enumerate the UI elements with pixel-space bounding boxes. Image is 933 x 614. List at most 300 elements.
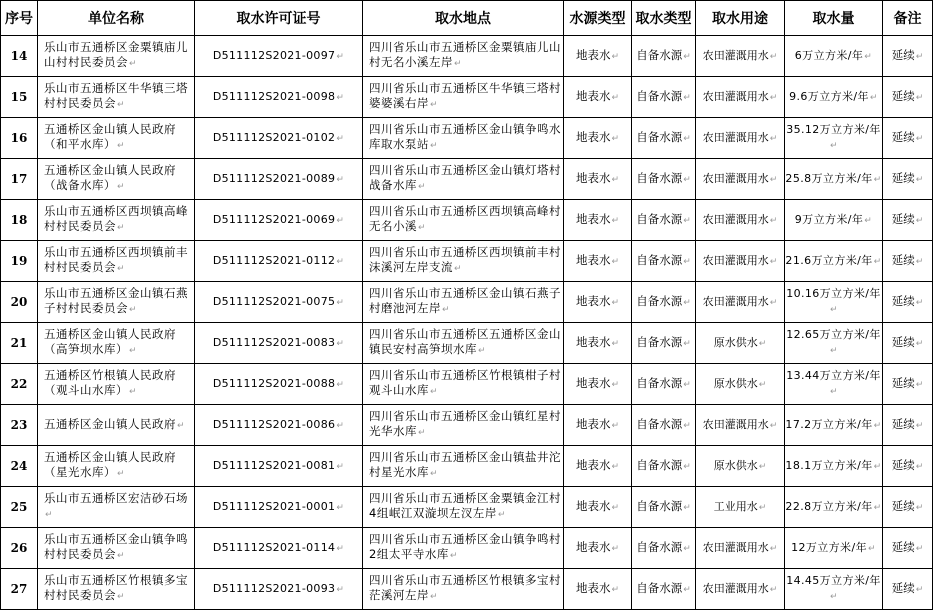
- return-mark-icon: ↵: [915, 502, 924, 513]
- return-mark-icon: ↵: [418, 428, 427, 438]
- unit-name-cell: [38, 241, 195, 282]
- location-cell: [363, 528, 564, 569]
- location-cell: [363, 159, 564, 200]
- usage-cell-text: 农田灌溉用水: [702, 171, 769, 185]
- amount-cell: [785, 159, 883, 200]
- return-mark-icon: ↵: [611, 297, 620, 308]
- amount-cell: [785, 569, 883, 610]
- return-mark-icon: ↵: [683, 133, 691, 144]
- unit-name-cell: [38, 487, 195, 528]
- unit-name-cell: [38, 159, 195, 200]
- permit-number-cell: [195, 569, 363, 610]
- permit-number-cell-text: D511112S2021-0001: [212, 499, 336, 513]
- note-cell-text: 延续: [891, 334, 915, 349]
- usage-cell-text: 农田灌溉用水: [702, 48, 769, 62]
- return-mark-icon: ↵: [117, 182, 126, 192]
- return-mark-icon: ↵: [611, 51, 620, 62]
- permit-number-cell: [195, 487, 363, 528]
- source-type-cell: [564, 159, 632, 200]
- unit-name-cell-text: 乐山市五通桥区金山镇石燕子村村民委员会: [44, 286, 188, 315]
- permit-number-cell-text: D511112S2021-0098: [212, 89, 336, 103]
- note-cell-text: 延续: [891, 539, 915, 554]
- return-mark-icon: ↵: [873, 174, 882, 185]
- return-mark-icon: ↵: [915, 461, 924, 472]
- return-mark-icon: ↵: [683, 543, 691, 554]
- source-type-cell: [564, 364, 632, 405]
- return-mark-icon: ↵: [177, 420, 186, 431]
- amount-cell: [785, 36, 883, 77]
- note-cell-text: 延续: [891, 252, 915, 267]
- source-type-cell-text: 地表水: [575, 211, 611, 226]
- return-mark-icon: ↵: [117, 223, 126, 233]
- unit-name-cell: [38, 528, 195, 569]
- return-mark-icon: ↵: [430, 141, 439, 151]
- row-number: [1, 487, 38, 528]
- unit-name-cell-text: 五通桥区金山镇人民政府（战备水库）: [44, 163, 176, 192]
- return-mark-icon: ↵: [336, 256, 345, 267]
- return-mark-icon: ↵: [129, 59, 138, 69]
- row-number-text: 21: [10, 335, 28, 350]
- row-number: [1, 282, 38, 323]
- row-number: [1, 323, 38, 364]
- source-type-cell: [564, 569, 632, 610]
- permit-number-cell: [195, 241, 363, 282]
- return-mark-icon: ↵: [830, 305, 838, 315]
- amount-cell: [785, 241, 883, 282]
- intake-type-cell: [632, 323, 696, 364]
- unit-name-cell-text: 五通桥区金山镇人民政府（星光水库）: [44, 450, 176, 479]
- unit-name-cell: [38, 200, 195, 241]
- row-number-text: 17: [10, 171, 28, 186]
- return-mark-icon: ↵: [683, 92, 691, 103]
- return-mark-icon: ↵: [611, 174, 620, 185]
- usage-cell: [696, 364, 785, 405]
- location-cell-text: 四川省乐山市五通桥区金山镇灯塔村战备水库: [369, 163, 561, 192]
- intake-type-cell-text: 自备水源: [636, 170, 683, 185]
- note-cell-text: 延续: [891, 375, 915, 390]
- note-cell: [883, 569, 933, 610]
- permit-number-cell: [195, 77, 363, 118]
- source-type-cell-text: 地表水: [575, 375, 611, 390]
- location-cell: [363, 36, 564, 77]
- return-mark-icon: ↵: [611, 584, 620, 595]
- usage-cell-text: 农田灌溉用水: [702, 294, 769, 308]
- amount-cell-text: 14.45万立方米/年: [786, 574, 881, 587]
- intake-type-cell: [632, 36, 696, 77]
- return-mark-icon: ↵: [430, 469, 439, 479]
- source-type-cell-text: 地表水: [575, 129, 611, 144]
- amount-cell-text: 18.1万立方米/年: [785, 458, 873, 472]
- amount-cell-text: 9.6万立方米/年: [789, 89, 869, 103]
- return-mark-icon: ↵: [336, 297, 345, 308]
- table-row: [1, 323, 933, 364]
- return-mark-icon: ↵: [683, 51, 691, 62]
- source-type-cell-text: 地表水: [575, 498, 611, 513]
- permit-number-cell-text: D511112S2021-0083: [212, 335, 336, 349]
- note-cell-text: 延续: [891, 293, 915, 308]
- permit-number-cell: [195, 446, 363, 487]
- return-mark-icon: ↵: [129, 387, 138, 397]
- unit-name-cell: [38, 77, 195, 118]
- usage-cell-text: 农田灌溉用水: [702, 89, 769, 103]
- return-mark-icon: ↵: [758, 338, 767, 349]
- permit-number-cell: [195, 118, 363, 159]
- intake-type-cell: [632, 528, 696, 569]
- amount-cell: [785, 528, 883, 569]
- amount-cell-text: 13.44万立方米/年: [786, 369, 881, 382]
- permit-number-cell: [195, 405, 363, 446]
- note-cell: [883, 364, 933, 405]
- unit-name-cell: [38, 405, 195, 446]
- return-mark-icon: ↵: [117, 264, 126, 274]
- row-number: [1, 36, 38, 77]
- return-mark-icon: ↵: [683, 379, 691, 390]
- permit-number-cell-text: D511112S2021-0089: [212, 171, 336, 185]
- unit-name-cell: [38, 323, 195, 364]
- return-mark-icon: ↵: [758, 379, 767, 390]
- unit-name-cell-text: 乐山市五通桥区宏洁砂石场: [44, 491, 188, 505]
- amount-cell-text: 6万立方米/年: [794, 48, 864, 62]
- return-mark-icon: ↵: [915, 256, 924, 267]
- header-permit: 取水许可证号: [195, 1, 363, 36]
- permit-number-cell: [195, 364, 363, 405]
- unit-name-cell-text: 五通桥区竹根镇人民政府（观斗山水库）: [44, 368, 176, 397]
- header-amount: 取水量: [785, 1, 883, 36]
- table-row: [1, 282, 933, 323]
- intake-type-cell-text: 自备水源: [636, 211, 683, 226]
- table-row: [1, 364, 933, 405]
- permit-number-cell-text: D511112S2021-0114: [212, 540, 336, 554]
- return-mark-icon: ↵: [864, 51, 873, 62]
- return-mark-icon: ↵: [117, 551, 126, 561]
- row-number-text: 20: [10, 294, 28, 309]
- source-type-cell-text: 地表水: [575, 88, 611, 103]
- return-mark-icon: ↵: [611, 461, 620, 472]
- unit-name-cell-text: 乐山市五通桥区西坝镇前丰村村民委员会: [44, 245, 188, 274]
- permit-number-cell-text: D511112S2021-0102: [212, 130, 336, 144]
- amount-cell: [785, 200, 883, 241]
- return-mark-icon: ↵: [915, 92, 924, 103]
- note-cell: [883, 200, 933, 241]
- return-mark-icon: ↵: [873, 461, 882, 472]
- note-cell: [883, 446, 933, 487]
- return-mark-icon: ↵: [769, 256, 778, 267]
- return-mark-icon: ↵: [336, 502, 345, 513]
- unit-name-cell-text: 五通桥区金山镇人民政府: [44, 416, 176, 431]
- amount-cell: [785, 323, 883, 364]
- return-mark-icon: ↵: [683, 461, 691, 472]
- note-cell-text: 延续: [891, 457, 915, 472]
- location-cell: [363, 364, 564, 405]
- intake-type-cell-text: 自备水源: [636, 498, 683, 513]
- usage-cell: [696, 77, 785, 118]
- table-row: [1, 241, 933, 282]
- source-type-cell-text: 地表水: [575, 457, 611, 472]
- usage-cell: [696, 446, 785, 487]
- unit-name-cell-text: 乐山市五通桥区金粟镇庙儿山村村民委员会: [44, 40, 188, 69]
- return-mark-icon: ↵: [449, 551, 458, 561]
- source-type-cell-text: 地表水: [575, 416, 611, 431]
- return-mark-icon: ↵: [442, 305, 451, 315]
- location-cell-text: 四川省乐山市五通桥区西坝镇高峰村无名小溪: [369, 204, 561, 233]
- intake-type-cell: [632, 118, 696, 159]
- permit-number-cell-text: D511112S2021-0086: [212, 417, 336, 431]
- permit-number-cell: [195, 528, 363, 569]
- usage-cell: [696, 36, 785, 77]
- location-cell: [363, 241, 564, 282]
- note-cell-text: 延续: [891, 170, 915, 185]
- amount-cell-text: 10.16万立方米/年: [786, 287, 881, 300]
- source-type-cell: [564, 487, 632, 528]
- return-mark-icon: ↵: [454, 264, 463, 274]
- source-type-cell: [564, 118, 632, 159]
- location-cell: [363, 200, 564, 241]
- return-mark-icon: ↵: [683, 174, 691, 185]
- usage-cell-text: 农田灌溉用水: [702, 540, 769, 554]
- return-mark-icon: ↵: [611, 420, 620, 431]
- usage-cell: [696, 487, 785, 528]
- unit-name-cell-text: 乐山市五通桥区金山镇争鸣村村民委员会: [44, 532, 188, 561]
- row-number: [1, 405, 38, 446]
- return-mark-icon: ↵: [336, 543, 345, 554]
- return-mark-icon: ↵: [830, 346, 838, 356]
- return-mark-icon: ↵: [117, 100, 126, 110]
- return-mark-icon: ↵: [336, 51, 345, 62]
- permit-number-cell-text: D511112S2021-0093: [212, 581, 336, 595]
- intake-type-cell: [632, 487, 696, 528]
- source-type-cell-text: 地表水: [575, 47, 611, 62]
- intake-type-cell-text: 自备水源: [636, 293, 683, 308]
- location-cell-text: 四川省乐山市五通桥区金粟镇金江村4组岷江双漩坝左汊左岸: [369, 491, 561, 520]
- return-mark-icon: ↵: [430, 592, 439, 602]
- return-mark-icon: ↵: [336, 584, 345, 595]
- location-cell-text: 四川省乐山市五通桥区金山镇盐井沱村星光水库: [369, 450, 561, 479]
- return-mark-icon: ↵: [758, 461, 767, 472]
- return-mark-icon: ↵: [45, 510, 54, 520]
- return-mark-icon: ↵: [758, 502, 767, 513]
- row-number: [1, 200, 38, 241]
- row-number: [1, 569, 38, 610]
- source-type-cell: [564, 77, 632, 118]
- intake-type-cell: [632, 77, 696, 118]
- usage-cell-text: 农田灌溉用水: [702, 130, 769, 144]
- unit-name-cell-text: 五通桥区金山镇人民政府（和平水库）: [44, 122, 176, 151]
- location-cell: [363, 405, 564, 446]
- usage-cell: [696, 528, 785, 569]
- row-number-text: 23: [10, 417, 28, 432]
- location-cell-text: 四川省乐山市五通桥区竹根镇柑子村观斗山水库: [369, 368, 561, 397]
- permit-number-cell-text: D511112S2021-0097: [212, 48, 336, 62]
- return-mark-icon: ↵: [336, 379, 345, 390]
- usage-cell: [696, 200, 785, 241]
- intake-type-cell: [632, 200, 696, 241]
- location-cell: [363, 323, 564, 364]
- header-no: 序号: [1, 1, 38, 36]
- return-mark-icon: ↵: [336, 461, 345, 472]
- return-mark-icon: ↵: [683, 338, 691, 349]
- return-mark-icon: ↵: [915, 215, 924, 226]
- source-type-cell-text: 地表水: [575, 539, 611, 554]
- return-mark-icon: ↵: [873, 502, 882, 513]
- return-mark-icon: ↵: [769, 133, 778, 144]
- return-mark-icon: ↵: [915, 51, 924, 62]
- usage-cell-text: 农田灌溉用水: [702, 212, 769, 226]
- return-mark-icon: ↵: [915, 584, 924, 595]
- intake-type-cell-text: 自备水源: [636, 580, 683, 595]
- source-type-cell-text: 地表水: [575, 580, 611, 595]
- row-number: [1, 241, 38, 282]
- location-cell: [363, 77, 564, 118]
- return-mark-icon: ↵: [769, 215, 778, 226]
- amount-cell-text: 21.6万立方米/年: [785, 253, 873, 267]
- source-type-cell-text: 地表水: [575, 293, 611, 308]
- source-type-cell: [564, 241, 632, 282]
- amount-cell: [785, 118, 883, 159]
- location-cell: [363, 118, 564, 159]
- return-mark-icon: ↵: [430, 387, 439, 397]
- row-number-text: 22: [10, 376, 28, 391]
- amount-cell: [785, 487, 883, 528]
- return-mark-icon: ↵: [915, 379, 924, 390]
- unit-name-cell: [38, 446, 195, 487]
- header-row: [1, 1, 933, 36]
- return-mark-icon: ↵: [336, 174, 345, 185]
- return-mark-icon: ↵: [867, 543, 876, 554]
- intake-type-cell: [632, 446, 696, 487]
- note-cell-text: 延续: [891, 416, 915, 431]
- note-cell-text: 延续: [891, 129, 915, 144]
- return-mark-icon: ↵: [683, 420, 691, 431]
- permit-number-cell-text: D511112S2021-0081: [212, 458, 336, 472]
- usage-cell-text: 农田灌溉用水: [702, 581, 769, 595]
- unit-name-cell: [38, 36, 195, 77]
- unit-name-cell: [38, 364, 195, 405]
- source-type-cell: [564, 405, 632, 446]
- location-cell: [363, 487, 564, 528]
- note-cell: [883, 77, 933, 118]
- unit-name-cell-text: 乐山市五通桥区西坝镇高峰村村民委员会: [44, 204, 188, 233]
- location-cell-text: 四川省乐山市五通桥区金山镇争鸣水库取水泵站: [369, 122, 561, 151]
- permit-number-cell-text: D511112S2021-0088: [212, 376, 336, 390]
- intake-type-cell: [632, 159, 696, 200]
- return-mark-icon: ↵: [117, 469, 126, 479]
- permit-number-cell: [195, 323, 363, 364]
- header-type: 取水类型: [632, 1, 696, 36]
- return-mark-icon: ↵: [117, 141, 126, 151]
- return-mark-icon: ↵: [683, 584, 691, 595]
- row-number: [1, 159, 38, 200]
- usage-cell-text: 农田灌溉用水: [702, 253, 769, 267]
- amount-cell: [785, 446, 883, 487]
- return-mark-icon: ↵: [611, 92, 620, 103]
- header-use: 取水用途: [696, 1, 785, 36]
- amount-cell-text: 35.12万立方米/年: [786, 123, 881, 136]
- source-type-cell-text: 地表水: [575, 252, 611, 267]
- return-mark-icon: ↵: [611, 338, 620, 349]
- intake-type-cell-text: 自备水源: [636, 457, 683, 472]
- row-number-text: 27: [10, 581, 28, 596]
- permit-number-cell: [195, 200, 363, 241]
- return-mark-icon: ↵: [430, 100, 439, 110]
- return-mark-icon: ↵: [336, 338, 345, 349]
- table-row: [1, 405, 933, 446]
- amount-cell: [785, 77, 883, 118]
- permit-number-cell: [195, 159, 363, 200]
- note-cell: [883, 118, 933, 159]
- row-number: [1, 118, 38, 159]
- amount-cell: [785, 405, 883, 446]
- return-mark-icon: ↵: [611, 502, 620, 513]
- amount-cell-text: 17.2万立方米/年: [785, 417, 873, 431]
- location-cell: [363, 569, 564, 610]
- location-cell-text: 四川省乐山市五通桥区金山镇争鸣村2组太平寺水库: [369, 532, 561, 561]
- return-mark-icon: ↵: [611, 256, 620, 267]
- return-mark-icon: ↵: [864, 215, 873, 226]
- header-location: 取水地点: [363, 1, 564, 36]
- amount-cell: [785, 282, 883, 323]
- amount-cell-text: 22.8万立方米/年: [785, 499, 873, 513]
- row-number-text: 14: [10, 48, 28, 63]
- note-cell: [883, 36, 933, 77]
- permit-number-cell-text: D511112S2021-0069: [212, 212, 336, 226]
- location-cell-text: 四川省乐山市五通桥区金粟镇庙儿山村无名小溪左岸: [369, 40, 561, 69]
- note-cell: [883, 241, 933, 282]
- source-type-cell-text: 地表水: [575, 170, 611, 185]
- usage-cell: [696, 159, 785, 200]
- source-type-cell: [564, 282, 632, 323]
- note-cell: [883, 159, 933, 200]
- return-mark-icon: ↵: [336, 420, 345, 431]
- usage-cell: [696, 405, 785, 446]
- row-number-text: 19: [10, 253, 28, 268]
- source-type-cell: [564, 323, 632, 364]
- permit-number-cell: [195, 282, 363, 323]
- amount-cell-text: 25.8万立方米/年: [785, 171, 873, 185]
- amount-cell: [785, 364, 883, 405]
- note-cell: [883, 405, 933, 446]
- row-number: [1, 77, 38, 118]
- amount-cell-text: 12.65万立方米/年: [786, 328, 881, 341]
- return-mark-icon: ↵: [769, 92, 778, 103]
- usage-cell-text: 原水供水: [713, 376, 758, 390]
- return-mark-icon: ↵: [915, 543, 924, 554]
- return-mark-icon: ↵: [611, 215, 620, 226]
- note-cell-text: 延续: [891, 580, 915, 595]
- row-number: [1, 528, 38, 569]
- location-cell: [363, 282, 564, 323]
- usage-cell-text: 农田灌溉用水: [702, 417, 769, 431]
- return-mark-icon: ↵: [418, 223, 427, 233]
- note-cell-text: 延续: [891, 498, 915, 513]
- location-cell: [363, 446, 564, 487]
- intake-type-cell-text: 自备水源: [636, 375, 683, 390]
- return-mark-icon: ↵: [873, 420, 882, 431]
- row-number-text: 15: [10, 89, 28, 104]
- location-cell-text: 四川省乐山市五通桥区竹根镇多宝村茫溪河左岸: [369, 573, 561, 602]
- intake-type-cell-text: 自备水源: [636, 539, 683, 554]
- usage-cell-text: 工业用水: [713, 499, 758, 513]
- intake-type-cell-text: 自备水源: [636, 88, 683, 103]
- usage-cell: [696, 282, 785, 323]
- header-unit: 单位名称: [38, 1, 195, 36]
- location-cell-text: 四川省乐山市五通桥区金山镇石燕子村磨池河左岸: [369, 286, 561, 315]
- return-mark-icon: ↵: [830, 387, 838, 397]
- source-type-cell-text: 地表水: [575, 334, 611, 349]
- usage-cell: [696, 569, 785, 610]
- intake-type-cell-text: 自备水源: [636, 416, 683, 431]
- intake-type-cell-text: 自备水源: [636, 334, 683, 349]
- return-mark-icon: ↵: [611, 379, 620, 390]
